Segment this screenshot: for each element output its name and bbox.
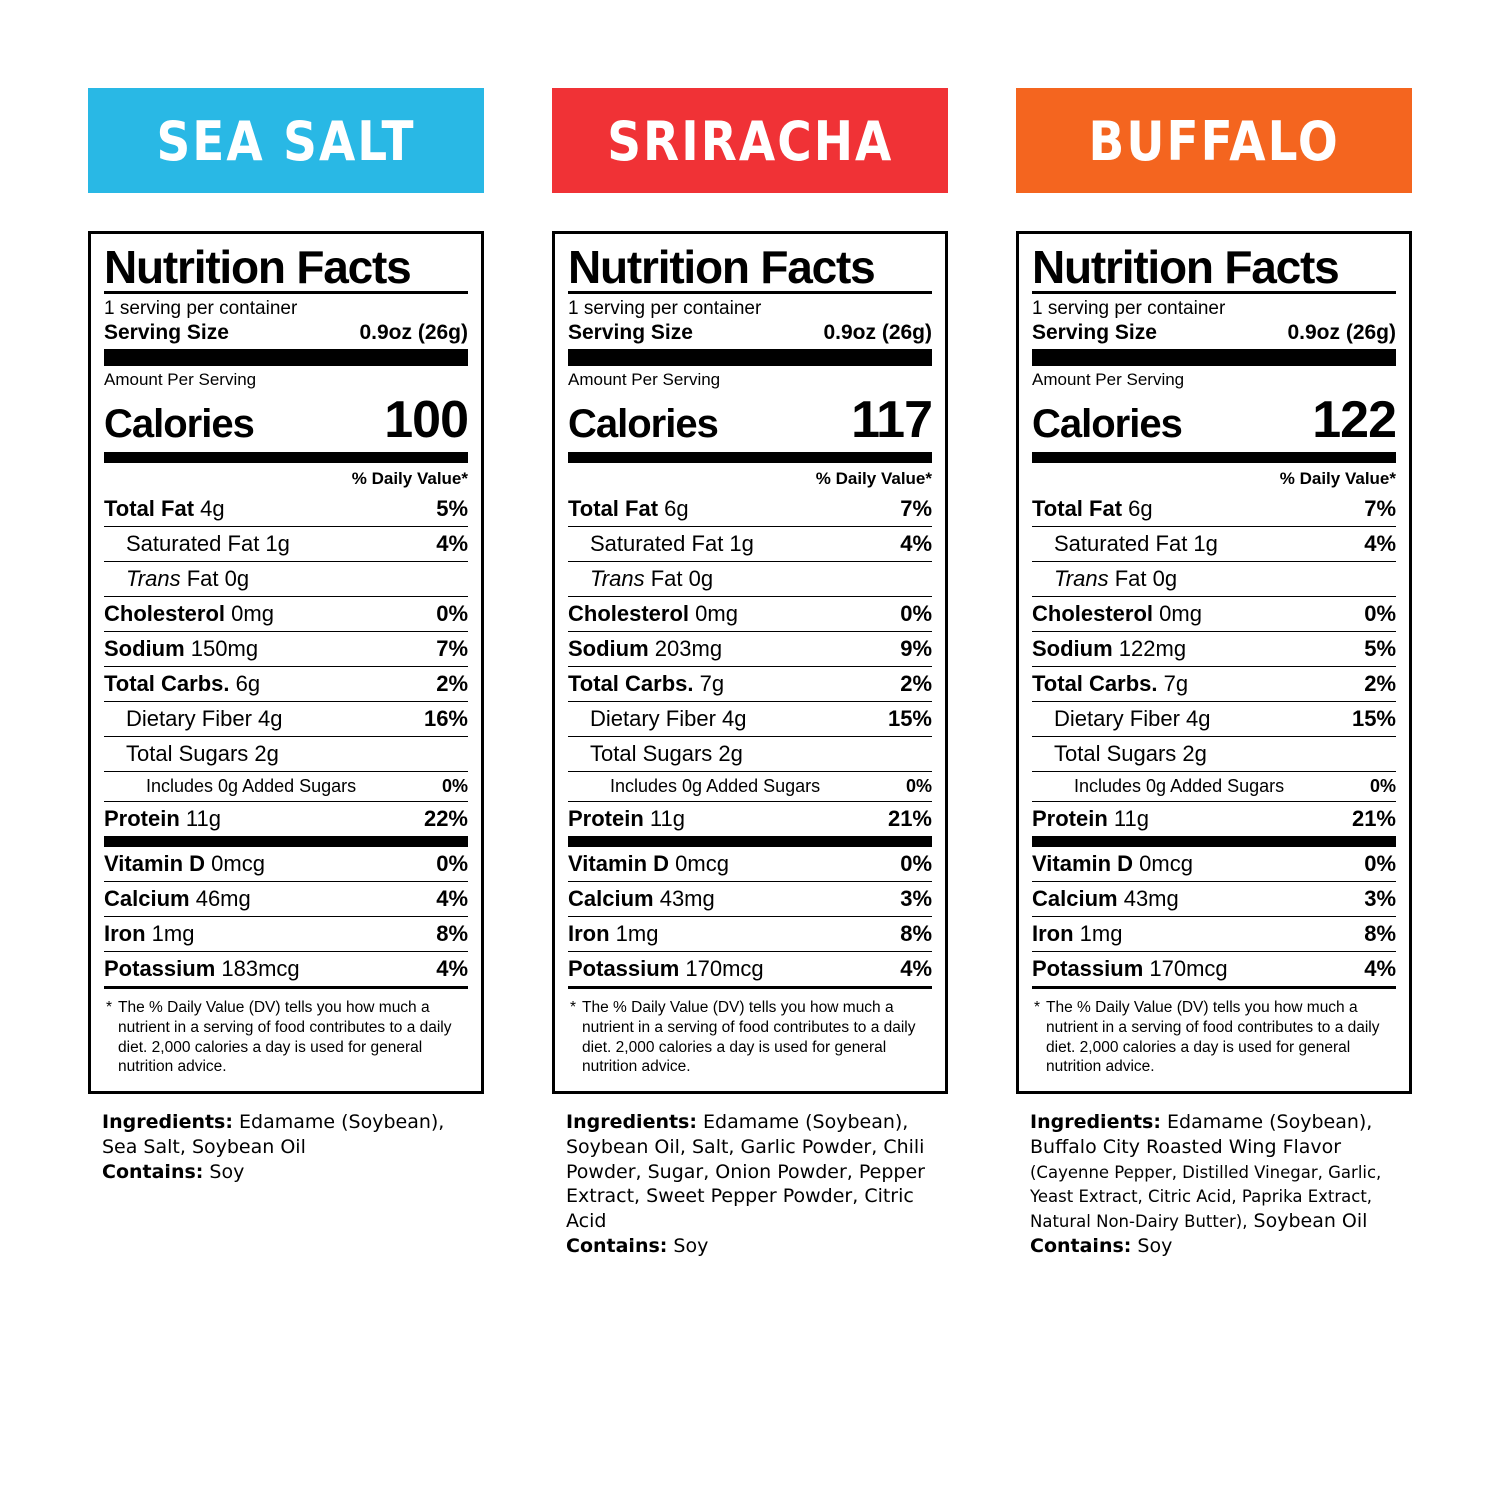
nutrient-name-amount: Protein 11g — [1032, 805, 1149, 831]
vitamin-name-amount: Vitamin D 0mcg — [1032, 850, 1193, 876]
flavor-banner-label: BUFFALO — [1088, 108, 1340, 173]
product-panel-sea-salt — [88, 88, 484, 1184]
nutrient-daily-value: 7% — [1364, 495, 1396, 521]
nutrient-daily-value: 5% — [1364, 635, 1396, 661]
vitamin-daily-value: 0% — [436, 850, 468, 876]
vitamin-row — [568, 847, 932, 881]
nutrient-name-amount: Sodium 150mg — [104, 635, 259, 661]
ingredients-block — [552, 1094, 948, 1258]
ingredients-block — [88, 1094, 484, 1184]
serving-size-row — [1032, 321, 1396, 349]
footnote — [104, 989, 468, 1077]
nutrient-name-amount: Trans Fat 0g — [126, 565, 250, 591]
servings-per-container: 1 serving per container — [104, 297, 298, 319]
flavor-banner-sea-salt — [88, 88, 484, 193]
nutrient-daily-value: 21% — [887, 805, 932, 831]
nutrient-name-amount: Includes 0g Added Sugars — [1074, 775, 1285, 796]
ingredients-text: Edamame (Soybean), Sea Salt, Soybean Oil — [102, 1111, 445, 1158]
nutrient-row — [568, 736, 932, 771]
vitamin-row — [1032, 916, 1396, 951]
nutrient-row — [1032, 526, 1396, 561]
serving-size-row — [568, 321, 932, 349]
nutrient-row — [1032, 666, 1396, 701]
nutrient-name-amount: Dietary Fiber 4g — [590, 705, 747, 731]
nutrient-row — [104, 666, 468, 701]
nutrient-daily-value: 4% — [436, 530, 468, 556]
nutrient-name-amount: Cholesterol 0mg — [104, 600, 274, 626]
footnote-text: The % Daily Value (DV) tells you how much a nutrient in a serving of food contributes to a daily diet. 2,000 calories a day is used for general nutrition advice. — [118, 998, 452, 1076]
ingredients-label: Ingredients: — [1030, 1111, 1161, 1134]
nutrient-daily-value: 9% — [900, 635, 932, 661]
nutrient-row — [568, 596, 932, 631]
vitamin-daily-value: 3% — [1364, 885, 1396, 911]
ingredients-tail: Soybean Oil — [1247, 1209, 1368, 1232]
vitamin-daily-value: 4% — [436, 885, 468, 911]
nutrient-row — [104, 526, 468, 561]
nutrient-daily-value: 4% — [900, 530, 932, 556]
footnote-text: The % Daily Value (DV) tells you how much a nutrient in a serving of food contributes to a daily diet. 2,000 calories a day is used for general nutrition advice. — [1046, 998, 1380, 1076]
nutrient-row — [104, 801, 468, 836]
vitamin-name-amount: Potassium 170mcg — [568, 955, 764, 981]
label-title: Nutrition Facts — [568, 241, 875, 293]
calories-label: Calories — [568, 401, 718, 446]
vitamin-row — [1032, 881, 1396, 916]
nutrient-daily-value: 2% — [1364, 670, 1396, 696]
vitamin-row — [104, 881, 468, 916]
serving-size-value: 0.9oz (26g) — [1287, 320, 1396, 344]
nutrient-rows — [104, 492, 468, 836]
serving-size-row — [104, 321, 468, 349]
vitamin-daily-value: 3% — [900, 885, 932, 911]
nutrient-row — [1032, 561, 1396, 596]
contains-text: Soy — [203, 1160, 245, 1183]
nutrient-daily-value: 5% — [436, 495, 468, 521]
calories-label: Calories — [104, 401, 254, 446]
footnote — [568, 989, 932, 1077]
vitamin-row — [1032, 847, 1396, 881]
label-title: Nutrition Facts — [104, 241, 411, 293]
nutrient-daily-value: 7% — [436, 635, 468, 661]
ingredients-label: Ingredients: — [566, 1111, 697, 1134]
flavor-banner-buffalo — [1016, 88, 1412, 193]
nutrient-daily-value: 4% — [1364, 530, 1396, 556]
nutrient-row — [1032, 596, 1396, 631]
calories-row — [104, 390, 468, 452]
flavor-banner-label: SEA SALT — [156, 108, 416, 173]
nutrient-row — [568, 631, 932, 666]
nutrient-row — [1032, 801, 1396, 836]
nutrient-name-amount: Dietary Fiber 4g — [126, 705, 283, 731]
contains-label: Contains: — [102, 1160, 204, 1183]
nutrient-row — [568, 561, 932, 596]
vitamin-name-amount: Iron 1mg — [1032, 920, 1123, 946]
nutrient-daily-value: 0% — [900, 600, 932, 626]
vitamin-name-amount: Calcium 46mg — [104, 885, 251, 911]
vitamin-daily-value: 8% — [436, 920, 468, 946]
daily-value-header: % Daily Value* — [1279, 468, 1396, 488]
vitamin-rows — [568, 847, 932, 986]
vitamin-daily-value: 8% — [1364, 920, 1396, 946]
vitamin-daily-value: 0% — [1364, 850, 1396, 876]
calories-value: 100 — [384, 390, 468, 449]
nutrient-daily-value: 0% — [1369, 775, 1396, 796]
ingredients-subtext: (Cayenne Pepper, Distilled Vinegar, Garlic, Yeast Extract, Citric Acid, Paprika Extract, Natural Non-Dairy Butter), — [1030, 1162, 1382, 1231]
nutrient-row — [1032, 631, 1396, 666]
nutrient-row — [568, 666, 932, 701]
vitamin-row — [104, 951, 468, 986]
nutrient-daily-value: 0% — [1364, 600, 1396, 626]
nutrient-daily-value: 0% — [441, 775, 468, 796]
nutrient-name-amount: Saturated Fat 1g — [126, 530, 290, 556]
nutrient-name-amount: Cholesterol 0mg — [568, 600, 738, 626]
vitamin-name-amount: Iron 1mg — [104, 920, 195, 946]
contains-text: Soy — [667, 1234, 709, 1257]
nutrient-name-amount: Total Fat 4g — [104, 495, 225, 521]
nutrient-name-amount: Total Sugars 2g — [126, 740, 279, 766]
nutrient-name-amount: Total Carbs. 6g — [104, 670, 261, 696]
vitamin-row — [104, 916, 468, 951]
serving-size-value: 0.9oz (26g) — [823, 320, 932, 344]
nutrient-daily-value: 22% — [423, 805, 468, 831]
footnote-text: The % Daily Value (DV) tells you how much a nutrient in a serving of food contributes to a daily diet. 2,000 calories a day is used for general nutrition advice. — [582, 998, 916, 1076]
product-panel-sriracha — [552, 88, 948, 1258]
vitamin-name-amount: Calcium 43mg — [568, 885, 715, 911]
contains-label: Contains: — [1030, 1234, 1132, 1257]
flavor-banner-sriracha — [552, 88, 948, 193]
serving-size-label: Serving Size — [568, 320, 693, 344]
servings-per-container: 1 serving per container — [568, 297, 762, 319]
nutrient-row — [104, 736, 468, 771]
vitamin-name-amount: Potassium 183mcg — [104, 955, 300, 981]
nutrient-row — [104, 492, 468, 526]
nutrient-name-amount: Protein 11g — [104, 805, 221, 831]
nutrient-daily-value: 16% — [423, 705, 468, 731]
serving-size-value: 0.9oz (26g) — [359, 320, 468, 344]
nutrition-facts-label — [1016, 231, 1412, 1094]
vitamin-name-amount: Potassium 170mcg — [1032, 955, 1228, 981]
vitamin-name-amount: Calcium 43mg — [1032, 885, 1179, 911]
nutrient-row — [104, 771, 468, 801]
nutrient-row — [1032, 736, 1396, 771]
nutrient-row — [568, 492, 932, 526]
vitamin-name-amount: Iron 1mg — [568, 920, 659, 946]
footnote-star: * — [570, 998, 577, 1016]
nutrient-daily-value: 0% — [436, 600, 468, 626]
calories-row — [568, 390, 932, 452]
vitamin-daily-value: 4% — [436, 955, 468, 981]
nutrient-rows — [568, 492, 932, 836]
nutrient-daily-value: 15% — [1351, 705, 1396, 731]
daily-value-header: % Daily Value* — [815, 468, 932, 488]
serving-size-label: Serving Size — [1032, 320, 1157, 344]
nutrient-name-amount: Sodium 203mg — [568, 635, 723, 661]
vitamin-name-amount: Vitamin D 0mcg — [104, 850, 265, 876]
vitamin-daily-value: 8% — [900, 920, 932, 946]
ingredients-text: Edamame (Soybean), Buffalo City Roasted Wing Flavor — [1030, 1111, 1373, 1158]
calories-label: Calories — [1032, 401, 1182, 446]
vitamin-rows — [1032, 847, 1396, 986]
ingredients-text: Edamame (Soybean), Soybean Oil, Salt, Garlic Powder, Chili Powder, Sugar, Onion Powder, Pepper Extract, Sweet Pepper Powder, Citric Acid — [566, 1111, 925, 1232]
footnote-star: * — [106, 998, 113, 1016]
nutrient-row — [1032, 492, 1396, 526]
nutrient-name-amount: Total Carbs. 7g — [568, 670, 725, 696]
nutrient-row — [568, 801, 932, 836]
vitamin-row — [568, 916, 932, 951]
amount-per-serving: Amount Per Serving — [1032, 369, 1185, 389]
calories-value: 122 — [1312, 390, 1396, 449]
product-panel-buffalo — [1016, 88, 1412, 1258]
label-title: Nutrition Facts — [1032, 241, 1339, 293]
nutrient-name-amount: Includes 0g Added Sugars — [146, 775, 357, 796]
ingredients-label: Ingredients: — [102, 1111, 233, 1134]
nutrient-daily-value: 21% — [1351, 805, 1396, 831]
nutrient-daily-value: 2% — [900, 670, 932, 696]
footnote — [1032, 989, 1396, 1077]
nutrient-row — [568, 526, 932, 561]
ingredients-block — [1016, 1094, 1412, 1258]
nutrient-name-amount: Trans Fat 0g — [1054, 565, 1178, 591]
vitamin-row — [1032, 951, 1396, 986]
servings-per-container: 1 serving per container — [1032, 297, 1226, 319]
vitamin-daily-value: 4% — [1364, 955, 1396, 981]
nutrient-name-amount: Dietary Fiber 4g — [1054, 705, 1211, 731]
nutrient-name-amount: Total Fat 6g — [568, 495, 689, 521]
nutrient-name-amount: Total Sugars 2g — [590, 740, 743, 766]
nutrient-daily-value: 7% — [900, 495, 932, 521]
nutrient-name-amount: Sodium 122mg — [1032, 635, 1187, 661]
nutrient-row — [568, 771, 932, 801]
daily-value-header: % Daily Value* — [351, 468, 468, 488]
nutrient-row — [104, 701, 468, 736]
calories-row — [1032, 390, 1396, 452]
vitamin-daily-value: 4% — [900, 955, 932, 981]
nutrition-facts-label — [88, 231, 484, 1094]
nutrient-row — [104, 631, 468, 666]
nutrient-row — [104, 596, 468, 631]
nutrient-name-amount: Protein 11g — [568, 805, 685, 831]
vitamin-daily-value: 0% — [900, 850, 932, 876]
nutrient-name-amount: Total Carbs. 7g — [1032, 670, 1189, 696]
nutrient-row — [1032, 771, 1396, 801]
footnote-star: * — [1034, 998, 1041, 1016]
nutrient-name-amount: Trans Fat 0g — [590, 565, 714, 591]
nutrient-name-amount: Cholesterol 0mg — [1032, 600, 1202, 626]
vitamin-rows — [104, 847, 468, 986]
nutrition-facts-label — [552, 231, 948, 1094]
nutrient-name-amount: Saturated Fat 1g — [1054, 530, 1218, 556]
nutrient-rows — [1032, 492, 1396, 836]
vitamin-row — [104, 847, 468, 881]
nutrient-row — [104, 561, 468, 596]
nutrient-daily-value: 0% — [905, 775, 932, 796]
amount-per-serving: Amount Per Serving — [104, 369, 257, 389]
nutrient-daily-value: 2% — [436, 670, 468, 696]
vitamin-row — [568, 951, 932, 986]
nutrient-name-amount: Total Fat 6g — [1032, 495, 1153, 521]
flavor-banner-label: SRIRACHA — [606, 108, 894, 173]
amount-per-serving: Amount Per Serving — [568, 369, 721, 389]
nutrient-name-amount: Total Sugars 2g — [1054, 740, 1207, 766]
serving-size-label: Serving Size — [104, 320, 229, 344]
calories-value: 117 — [851, 390, 932, 449]
vitamin-row — [568, 881, 932, 916]
nutrient-daily-value: 15% — [887, 705, 932, 731]
nutrient-row — [568, 701, 932, 736]
nutrient-name-amount: Saturated Fat 1g — [590, 530, 754, 556]
contains-text: Soy — [1131, 1234, 1173, 1257]
contains-label: Contains: — [566, 1234, 668, 1257]
vitamin-name-amount: Vitamin D 0mcg — [568, 850, 729, 876]
nutrient-row — [1032, 701, 1396, 736]
nutrient-name-amount: Includes 0g Added Sugars — [610, 775, 821, 796]
